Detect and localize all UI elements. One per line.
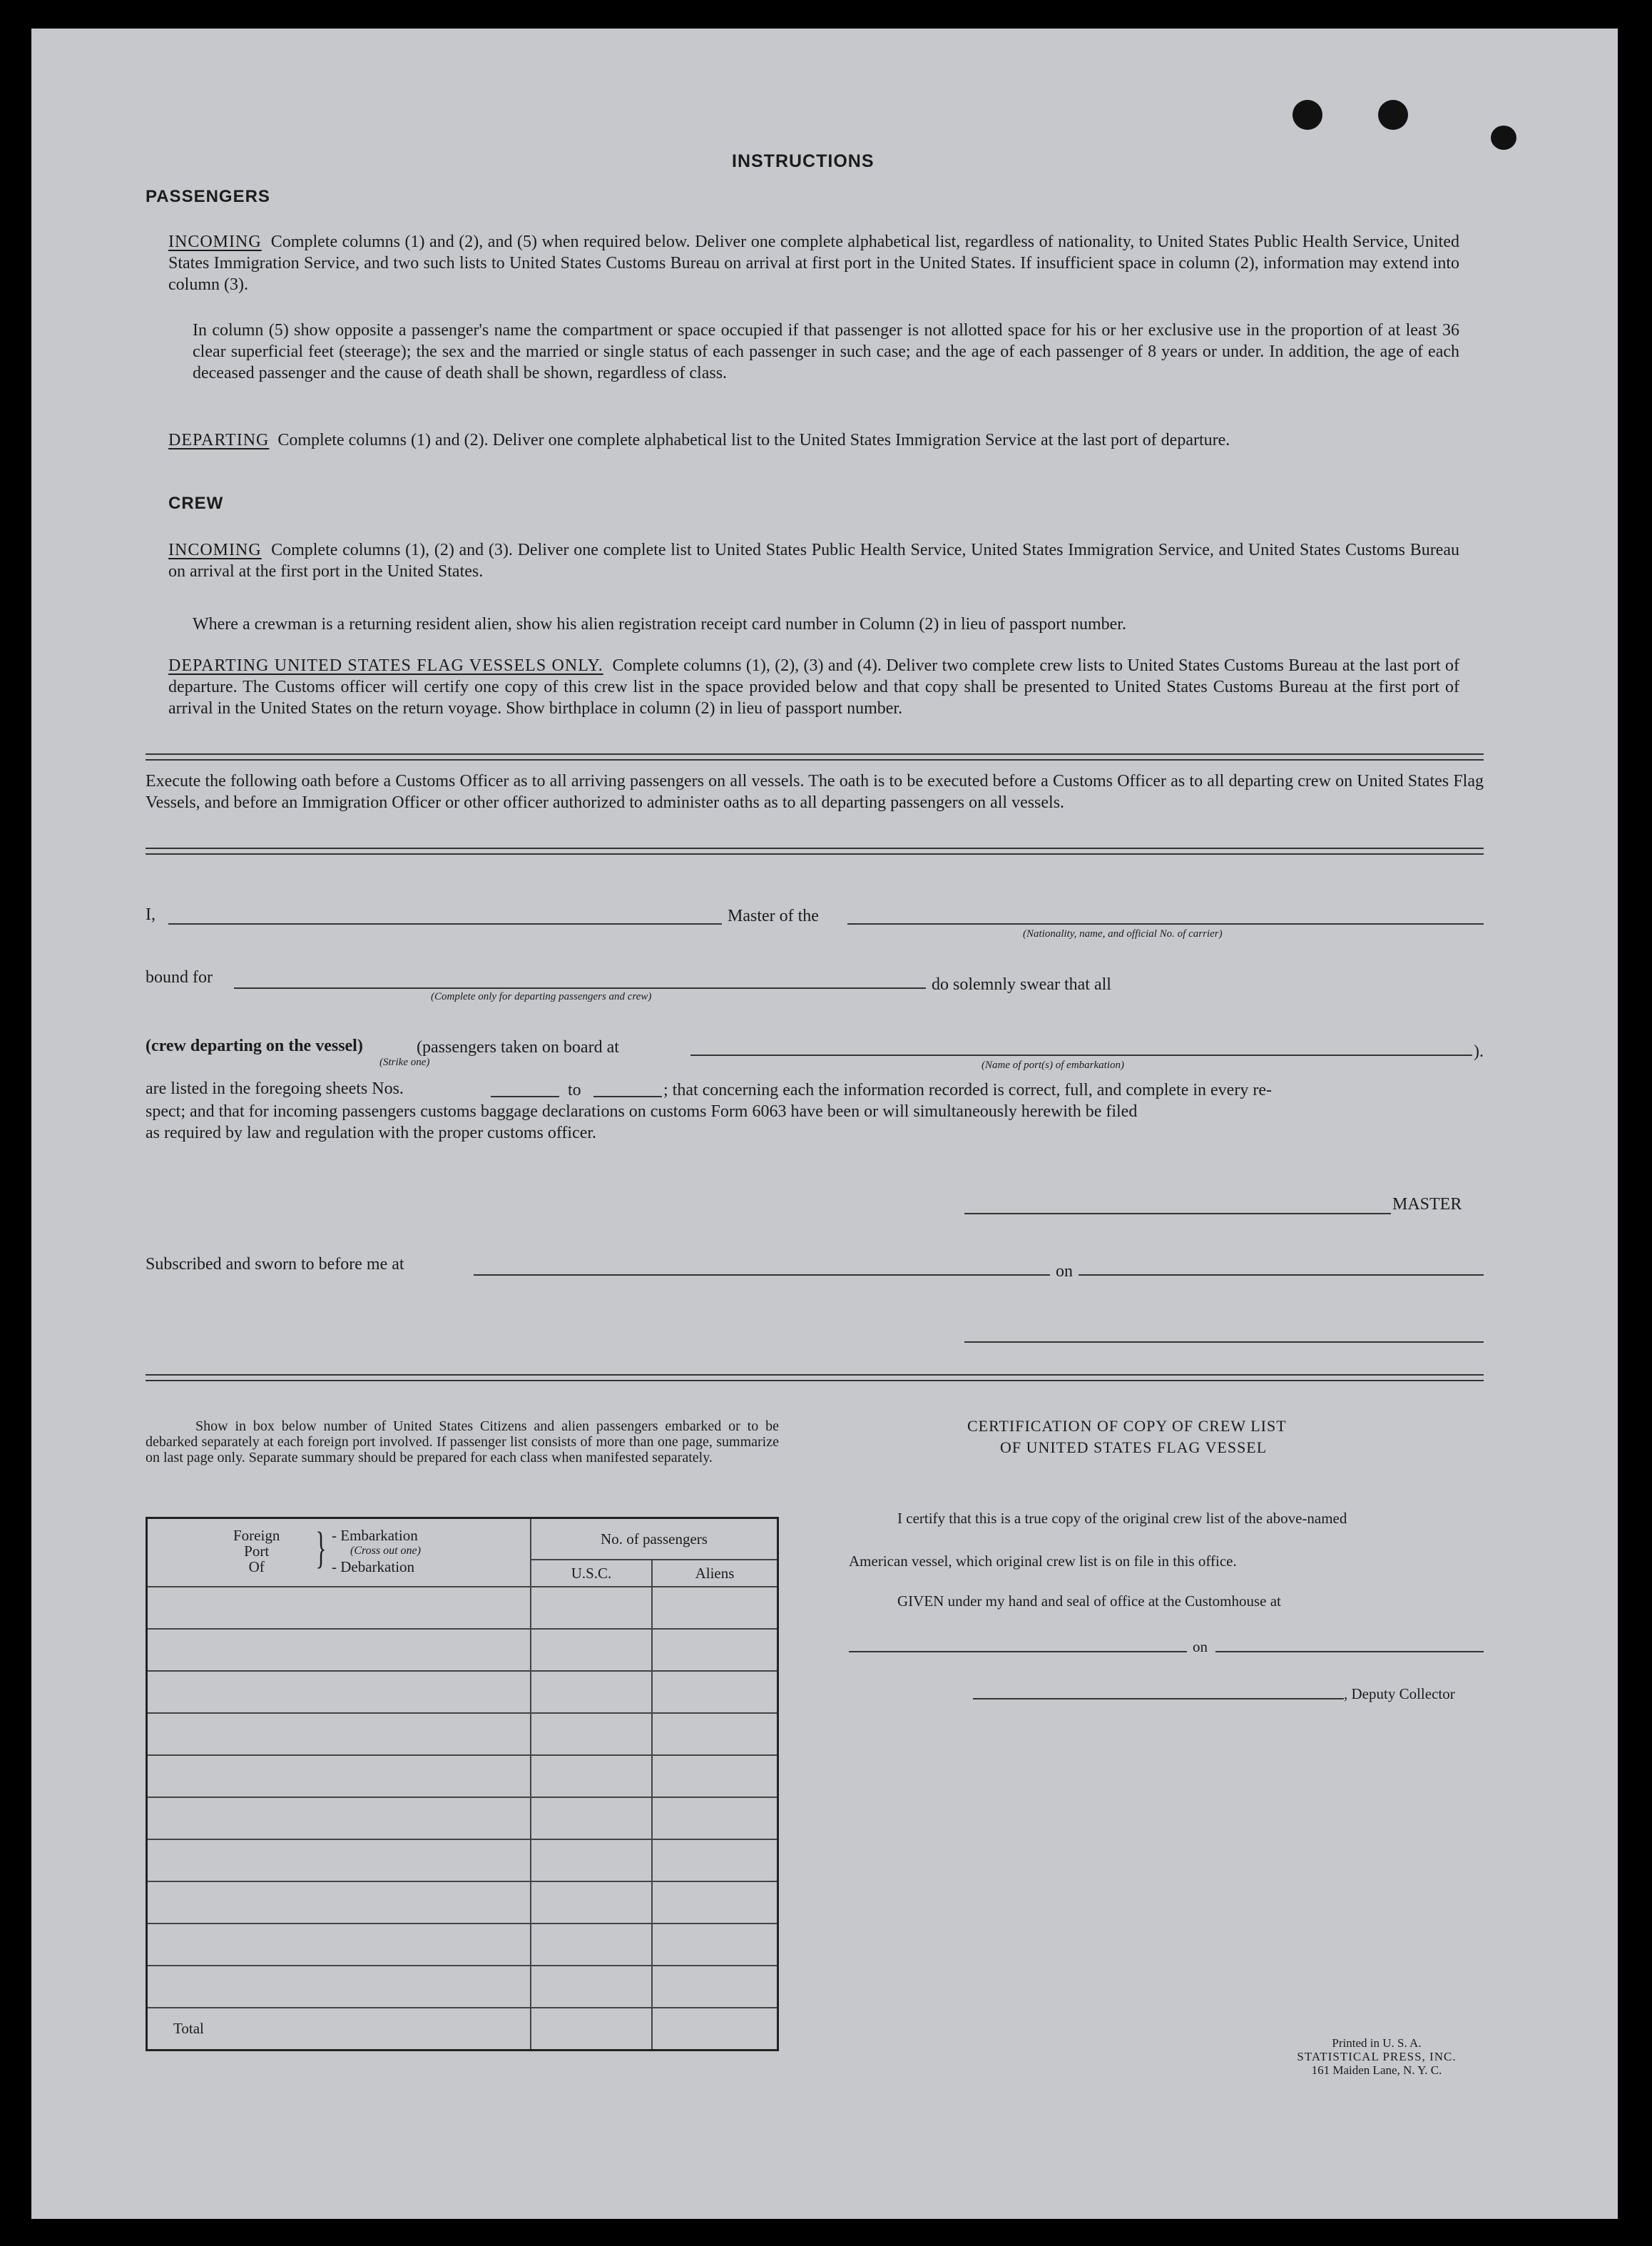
port-cell[interactable] — [147, 1713, 531, 1755]
total-row — [147, 2008, 778, 2051]
table-row — [147, 1713, 778, 1755]
aliens-cell[interactable] — [652, 1966, 778, 2008]
crew-departing-label: DEPARTING UNITED STATES FLAG VESSELS ONLY. — [168, 656, 603, 675]
passengers-incoming-paragraph — [168, 231, 1459, 295]
master-of-label: Master of the — [728, 907, 819, 925]
printer-line-3: 161 Maiden Lane, N. Y. C. — [1311, 2063, 1442, 2077]
sworn-date-field[interactable] — [1079, 1274, 1484, 1276]
usc-cell[interactable] — [531, 1924, 652, 1966]
nationality-caption: (Nationality, name, and official No. of carrier) — [1023, 928, 1223, 940]
aliens-cell[interactable] — [652, 1671, 778, 1713]
listed-label: are listed in the foregoing sheets Nos. — [146, 1079, 404, 1098]
aliens-cell[interactable] — [652, 1797, 778, 1839]
port-cell[interactable] — [147, 1966, 531, 2008]
port-header-cell — [147, 1518, 531, 1587]
oath-intro: Execute the following oath before a Customs Officer as to all arriving passengers on all vessels. The oath is to be executed before a Customs Officer as to all departing crew on United States Flag Vessels, and before an Immigration Officer or other officer authorized to administer oaths as to all departing passengers on all vessels. — [146, 772, 1484, 812]
punch-hole-1 — [1292, 100, 1322, 130]
oath-i-label: I, — [146, 905, 155, 924]
aliens-cell[interactable] — [652, 1713, 778, 1755]
carrier-field[interactable] — [847, 923, 1484, 925]
deputy-signature-field[interactable] — [973, 1698, 1344, 1699]
port-label: Port — [244, 1543, 270, 1560]
port-cell[interactable] — [147, 1629, 531, 1671]
deputy-collector-label: , Deputy Collector — [1344, 1685, 1455, 1702]
crew-incoming-label: INCOMING — [168, 541, 262, 559]
aliens-cell[interactable] — [652, 1755, 778, 1797]
usc-cell[interactable] — [531, 1671, 652, 1713]
page-title: INSTRUCTIONS — [732, 151, 875, 171]
table-row — [147, 1671, 778, 1713]
passengers-departing-text: Complete columns (1) and (2). Deliver one complete alphabetical list to the United States Immigration Service at the last port of departure. — [277, 431, 1230, 449]
punch-hole-2 — [1378, 100, 1408, 130]
sworn-place-field[interactable] — [474, 1274, 1050, 1276]
port-cell[interactable] — [147, 1839, 531, 1881]
crew-incoming-paragraph — [168, 539, 1459, 582]
printer-line-2: STATISTICAL PRESS, INC. — [1297, 2050, 1457, 2063]
strike-caption: (Strike one) — [379, 1057, 430, 1068]
table-row — [147, 1755, 778, 1797]
subscribed-label: Subscribed and sworn to before me at — [146, 1255, 404, 1274]
port-cell[interactable] — [147, 1924, 531, 1966]
foreign-label: Foreign — [233, 1527, 280, 1544]
punch-hole-3 — [1491, 126, 1516, 150]
crew-departing-paragraph — [168, 655, 1459, 719]
bound-for-label: bound for — [146, 968, 213, 987]
printer-imprint — [1270, 2036, 1484, 2077]
usc-header: U.S.C. — [531, 1560, 652, 1587]
port-caption: (Name of port(s) of embarkation) — [981, 1060, 1124, 1071]
sheet-from-field[interactable] — [491, 1096, 559, 1097]
sheet-to-field[interactable] — [593, 1096, 662, 1097]
passengers-incoming-label: INCOMING — [168, 233, 262, 251]
crew-resident-paragraph: Where a crewman is a returning resident alien, show his alien registration receipt card number in Column (2) in lieu of passport number. — [193, 615, 1126, 634]
given-text: GIVEN under my hand and seal of office at the Customhouse at — [897, 1592, 1281, 1610]
port-cell[interactable] — [147, 1881, 531, 1924]
no-passengers-header: No. of passengers — [531, 1518, 778, 1560]
to-label: to — [568, 1081, 581, 1099]
brace-glyph: } — [315, 1524, 327, 1572]
debarkation-label: - Debarkation — [332, 1558, 415, 1575]
embarkation-port-field[interactable] — [690, 1055, 1472, 1056]
total-aliens-cell[interactable] — [652, 2008, 778, 2051]
port-cell[interactable] — [147, 1587, 531, 1629]
usc-cell[interactable] — [531, 1629, 652, 1671]
crew-incoming-text: Complete columns (1), (2) and (3). Deliver one complete list to United States Public Health Service, United States Immigration Service, and United States Customs Bureau on arrival at the first port in the United States. — [168, 541, 1460, 581]
listed-rest: ; that concerning each the information recorded is correct, full, and complete in every re- — [663, 1081, 1272, 1099]
of-label: Of — [248, 1558, 265, 1575]
table-row — [147, 1966, 778, 2008]
section-divider-2 — [146, 848, 1484, 855]
crew-heading: CREW — [168, 494, 224, 513]
bound-caption: (Complete only for departing passengers and crew) — [431, 991, 652, 1002]
port-cell[interactable] — [147, 1797, 531, 1839]
close-paren: ). — [1474, 1042, 1484, 1061]
swear-label: do solemnly swear that all — [932, 975, 1111, 994]
sworn-on-label: on — [1056, 1262, 1073, 1281]
total-usc-cell[interactable] — [531, 2008, 652, 2051]
table-row — [147, 1587, 778, 1629]
passengers-taken-option[interactable]: (passengers taken on board at — [417, 1038, 619, 1057]
passengers-heading: PASSENGERS — [146, 187, 270, 206]
crew-departing-text: Complete columns (1), (2), (3) and (4). Deliver two complete crew lists to United States Customs Bureau at the last port of departure. The Customs officer will certify one copy of this crew list in the space provided below and that copy shall be presented to United States Customs Bureau at the first port of arrival in the United States on the return voyage. Show birthplace in column (2) in lieu of passport number. — [168, 656, 1459, 718]
usc-cell[interactable] — [531, 1839, 652, 1881]
passengers-departing-label: DEPARTING — [168, 431, 270, 449]
total-label: Total — [147, 2008, 531, 2051]
passenger-summary-table — [146, 1517, 779, 2051]
listed-line2: spect; and that for incoming passengers customs baggage declarations on customs Form 6063 have been or will simultaneously herewith be filed — [146, 1102, 1138, 1121]
aliens-cell[interactable] — [652, 1924, 778, 1966]
usc-cell[interactable] — [531, 1755, 652, 1797]
certify-text-2: American vessel, which original crew list is on file in this office. — [849, 1553, 1237, 1570]
usc-cell[interactable] — [531, 1713, 652, 1755]
certification-title-2: OF UNITED STATES FLAG VESSEL — [1000, 1438, 1268, 1456]
listed-line3: as required by law and regulation with the proper customs officer. — [146, 1124, 597, 1142]
passengers-incoming-text: Complete columns (1) and (2), and (5) when required below. Deliver one complete alphabetical list, regardless of nationality, to United States Public Health Service, United States Immigration Service, and two such lists to United States Customs Bureau on arrival at first port in the United States. If insufficient space in column (2), information may extend into column (3). — [168, 233, 1460, 294]
usc-cell[interactable] — [531, 1881, 652, 1924]
master-name-field[interactable] — [168, 923, 722, 925]
summary-instructions: Show in box below number of United States Citizens and alien passengers embarked or to be debarked separately at each foreign port involved. If passenger list consists of more than one page, summarize on last page only. Separate summary should be prepared for each class when manifested separately. — [146, 1418, 779, 1465]
passengers-column5-paragraph: In column (5) show opposite a passenger's name the compartment or space occupied if that passenger is not allotted space for his or her exclusive use in the proportion of at least 36 clear superficial feet (steerage); the sex and the married or single status of each passenger in such case; and the age of each passenger of 8 years or under. In addition, the age of each deceased passenger and the cause of death shall be shown, regardless of class. — [193, 321, 1459, 382]
aliens-cell[interactable] — [652, 1839, 778, 1881]
table-row — [147, 1924, 778, 1966]
aliens-header: Aliens — [652, 1560, 778, 1587]
aliens-cell[interactable] — [652, 1587, 778, 1629]
section-divider-3 — [146, 1374, 1484, 1381]
usc-cell[interactable] — [531, 1587, 652, 1629]
table-row — [147, 1629, 778, 1671]
embarkation-label: - Embarkation — [332, 1527, 418, 1544]
officer-signature-field[interactable] — [964, 1341, 1484, 1343]
bound-for-field[interactable] — [234, 987, 926, 989]
printer-line-1: Printed in U. S. A. — [1332, 2036, 1422, 2050]
table-row — [147, 1881, 778, 1924]
certification-on-label: on — [1193, 1638, 1208, 1655]
cross-out-label: (Cross out one) — [350, 1545, 421, 1557]
section-divider-1 — [146, 753, 1484, 761]
customhouse-field[interactable] — [849, 1651, 1187, 1652]
master-signature-field[interactable] — [964, 1213, 1391, 1214]
certify-text: I certify that this is a true copy of the original crew list of the above-named — [897, 1510, 1347, 1527]
aliens-cell[interactable] — [652, 1629, 778, 1671]
usc-cell[interactable] — [531, 1966, 652, 2008]
usc-cell[interactable] — [531, 1797, 652, 1839]
certification-date-field[interactable] — [1215, 1651, 1484, 1652]
port-cell[interactable] — [147, 1755, 531, 1797]
table-row — [147, 1839, 778, 1881]
table-row — [147, 1797, 778, 1839]
certification-title-1: CERTIFICATION OF COPY OF CREW LIST — [967, 1417, 1287, 1435]
crew-departing-option[interactable]: (crew departing on the vessel) — [146, 1037, 363, 1055]
passengers-departing-paragraph — [168, 430, 1459, 451]
aliens-cell[interactable] — [652, 1881, 778, 1924]
master-signature-label: MASTER — [1392, 1195, 1462, 1214]
port-cell[interactable] — [147, 1671, 531, 1713]
